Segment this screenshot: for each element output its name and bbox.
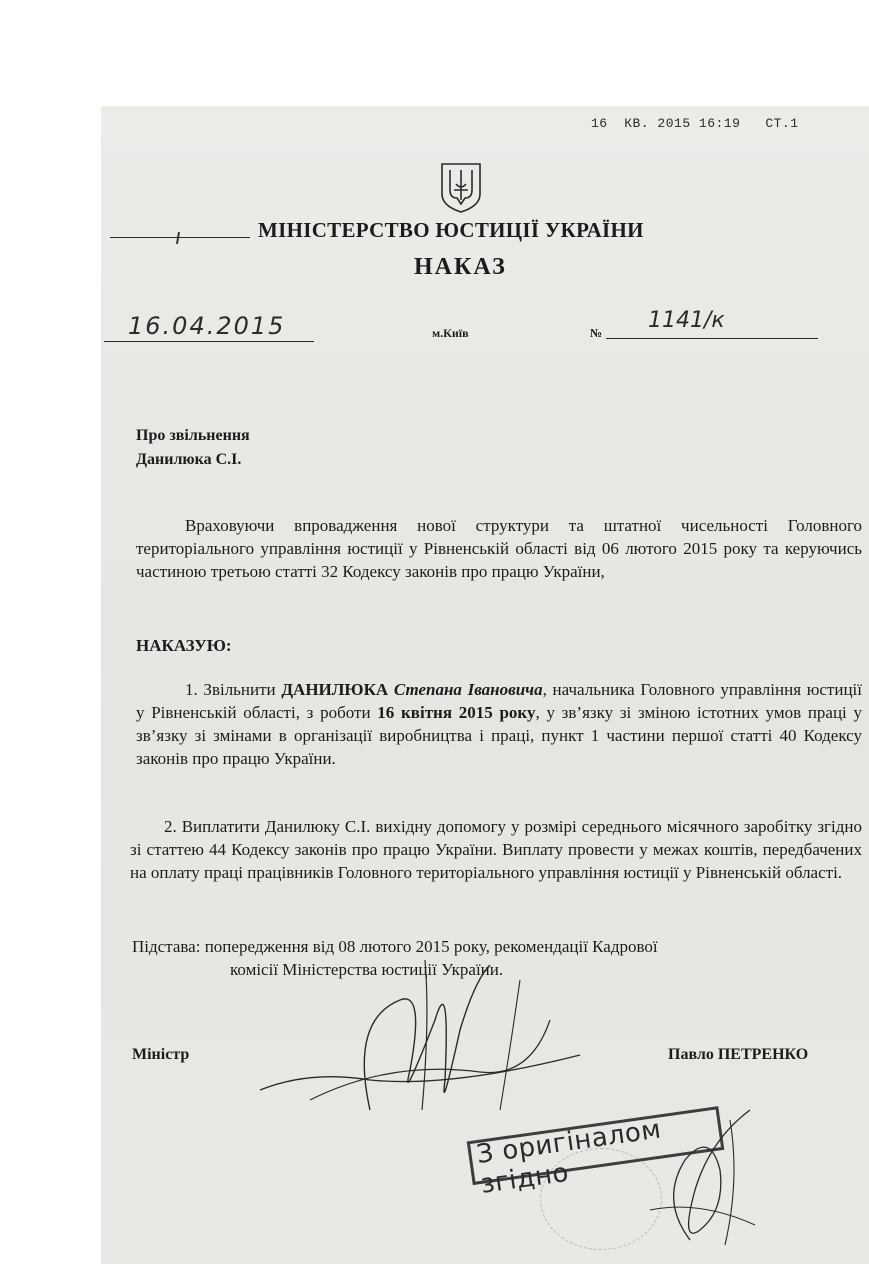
- item1-name: Степана Івановича: [393, 680, 543, 699]
- item1-mid: , начальника Головного управління юстиції у Рівненській області, з роботи: [136, 680, 863, 722]
- signature-role: Міністр: [132, 1046, 190, 1063]
- certifier-signature-icon: [630, 1100, 760, 1250]
- document-type: НАКАЗ: [414, 254, 507, 280]
- trident-emblem-icon: [436, 160, 486, 214]
- basis-line-2: комісії Міністерства юстиції України.: [230, 960, 504, 979]
- item1-post: , у зв’язку зі зміною істотних умов праці у зв’язку зі змінами в організації виробництва і праці, пункт 1 частини першої статті 40 Кодексу законів про працю України.: [136, 703, 862, 768]
- subject-line-1: Про звільнення: [136, 427, 250, 444]
- stamp-text: З оригіналом згідно: [474, 1114, 664, 1200]
- item1-date: 16 квітня 2015 року: [377, 703, 536, 722]
- city: м.Київ: [432, 326, 469, 340]
- order-item-1: [136, 678, 862, 770]
- item1-surname: ДАНИЛЮКА: [281, 680, 389, 699]
- signature-icon: [250, 960, 600, 1125]
- number-handwritten: 1141/к: [648, 308, 725, 333]
- basis-text-1: попередження від 08 лютого 2015 року, рекомендації Кадрової: [204, 937, 658, 956]
- order-heading: НАКАЗУЮ:: [136, 636, 232, 655]
- signature-name: Павло ПЕТРЕНКО: [668, 1046, 809, 1063]
- date-handwritten: 16.04.2015: [128, 312, 286, 340]
- basis-label: Підстава:: [132, 937, 201, 956]
- item1-pre: 1. Звільнити: [185, 680, 282, 699]
- basis-line-1: [132, 935, 862, 958]
- subject-block: [136, 424, 250, 472]
- number-label: №: [590, 326, 603, 340]
- date-line: [104, 341, 314, 342]
- preamble: Враховуючи впровадження нової структури та штатної чисельності Головного територіального управління юстиції у Рівненській області від 06 лютого 2015 року та керуючись частиною третьою статті 32 Кодексу законів про працю України,: [136, 516, 862, 581]
- header-rule: [110, 237, 250, 238]
- order-item-2: 2. Виплатити Данилюку С.І. вихідну допомогу у розмірі середнього місячного заробітку згідно зі статтею 44 Кодексу законів про працю України. Виплату провести у межах коштів, передбачених на оплату праці працівників Головного територіального управління юстиції у Рівненській області.: [130, 817, 862, 882]
- number-line: [606, 338, 818, 339]
- ministry-title: МІНІСТЕРСТВО ЮСТИЦІЇ УКРАЇНИ: [258, 218, 644, 242]
- subject-line-2: Данилюка С.І.: [136, 451, 242, 468]
- fax-header: 16 КВ. 2015 16:19 СТ.1: [591, 116, 799, 131]
